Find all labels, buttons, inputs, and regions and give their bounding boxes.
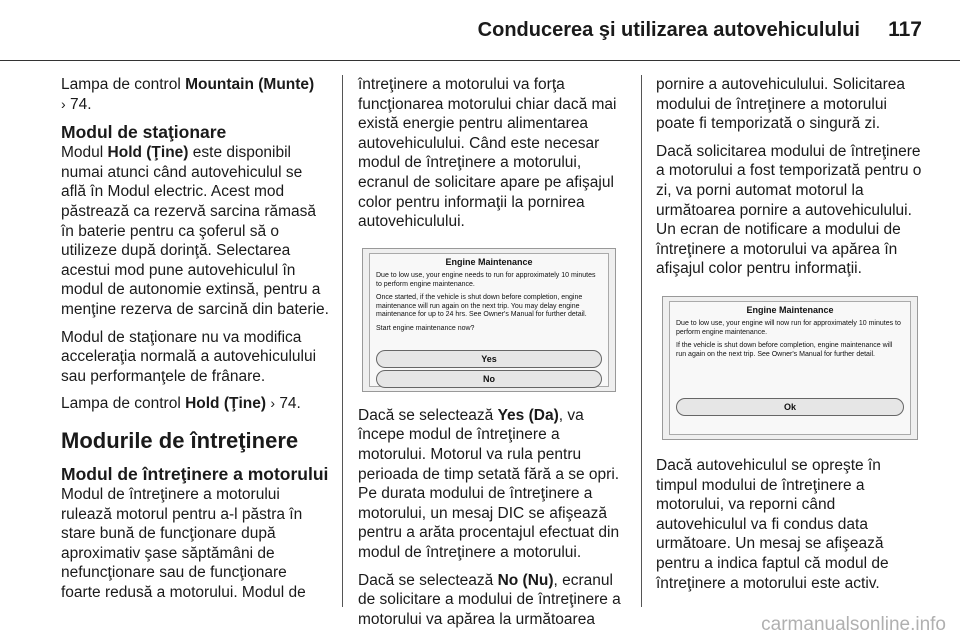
paragraph: pornire a autovehiculului. Solicitarea modului de întreţinere a motorului poate fi temporizată o singură zi. <box>656 76 906 133</box>
page-reference-arrow-icon: › <box>61 95 66 112</box>
page-title: Conducerea şi utilizarea autovehiculului <box>477 19 860 41</box>
column-divider <box>342 75 343 607</box>
screen-panel <box>669 301 911 435</box>
engine-maintenance-prompt-screen <box>362 248 616 392</box>
engine-maintenance-notice-screen <box>662 296 918 440</box>
paragraph: Modul de staţionare nu va modifica acceleraţia normală a autovehiculului sau performanţele de frânare. <box>61 328 317 385</box>
no-button[interactable]: No <box>376 370 602 388</box>
term: Yes (Da) <box>497 406 559 424</box>
column-3 <box>656 75 926 601</box>
section-heading-stationare: Modul de staţionare <box>61 122 227 143</box>
screen-panel <box>369 253 609 387</box>
term: Mountain (Munte) <box>185 76 315 93</box>
paragraph: Modul de întreţinere a motorului rulează motorul pentru a-l păstra în stare bună de funcţionare după aproximativ şase săptămâni de nefuncţionare sau de funcţionare foarte redusă a motorului. Modul de <box>61 485 306 601</box>
paragraph: Dacă solicitarea modului de întreţinere a motorului a fost temporizată pentru o zi, va porni automat motorul la următoarea pornire a autovehiculului. Un ecran de notificare a modului de întreţinere a motorului va apărea în afişajul color pentru informaţii. <box>656 142 922 278</box>
term: Hold (Ţine) <box>185 395 267 413</box>
column-2 <box>358 75 626 637</box>
screen-title: Engine Maintenance <box>746 304 834 315</box>
paragraph: Modul Hold (Ţine) este disponibil numai atunci când autovehiculul se află în Modul electric. Acest mod păstrează ca rezervă sarcina rămasă în baterie pentru ca şoferul să o utilizeze după dorinţă. Selectarea acestui mod pune autovehiculul în modul de autonomie extinsă, pentru a menţine rezerva de sarcină din baterie. <box>61 144 329 318</box>
ok-button[interactable]: Ok <box>676 398 904 416</box>
page-reference-arrow-icon: › <box>270 395 275 412</box>
chapter-heading-modurile: Modurile de întreţinere <box>61 427 299 453</box>
paragraph: Dacă se selectează Yes (Da), va începe modul de întreţinere a motorului. Motorul va rula pentru perioada de timp setată fără a se opri. Pe durata modului de întreţinere a motorului, un mesaj DIC se afişează pentru a arăta procentajul efectuat din modul de întreţinere a motorului. <box>358 406 620 561</box>
page-reference[interactable]: 74. <box>279 395 301 413</box>
column-divider <box>641 75 642 607</box>
screen-text: Once started, if the vehicle is shut down before completion, engine maintenance will run again on the next trip. You may delay engine maintenance for up to 24 hrs. See Owner's Manual for further detail. <box>376 294 587 319</box>
term: No (Nu) <box>497 571 554 589</box>
screen-title: Engine Maintenance <box>445 256 533 267</box>
page-number: 117 <box>888 18 922 41</box>
screen-text: Due to low use, your engine needs to run for approximately 10 minutes to perform engine maintenance. <box>376 272 596 288</box>
section-heading-motor: Modul de întreţinere a motorului <box>61 463 329 484</box>
page-header <box>0 0 960 61</box>
watermark: carmanualsonline.info <box>761 614 946 635</box>
paragraph: Dacă se selectează No (Nu), ecranul de solicitare a modului de întreţinere a motorului va apărea la următoarea <box>358 571 621 628</box>
screen-text: Start engine maintenance now? <box>376 324 475 332</box>
term: Hold (Ţine) <box>107 144 189 162</box>
screen-text: If the vehicle is shut down before completion, engine maintenance will run again on the next trip. See Owner's Manual for further detail. <box>676 342 893 358</box>
paragraph: Lampa de control Hold (Ţine) › 74. <box>61 395 301 413</box>
screen-text: Due to low use, your engine will now run for approximately 10 minutes to perform engine maintenance. <box>676 320 901 336</box>
yes-button[interactable]: Yes <box>376 350 602 368</box>
paragraph: Dacă autovehiculul se opreşte în timpul modului de întreţinere a motorului, va reporni când autovehiculul va fi condus data următoare. Un mesaj se afişează pentru a indica faptul că modul de întreţinere a motorului este activ. <box>656 456 889 592</box>
page-reference[interactable]: 74. <box>69 95 92 113</box>
column-1 <box>61 75 329 610</box>
paragraph: Lampa de control Mountain (Munte) › 74. <box>61 76 315 113</box>
paragraph: întreţinere a motorului va forţa funcţionarea motorului chiar dacă mai există energie pentru alimentarea autovehiculului. Când este necesar modul de întreţinere a motorului, ecranul de solicitare apare pe afişajul color pentru informaţii la pornirea autovehiculului. <box>358 76 617 231</box>
